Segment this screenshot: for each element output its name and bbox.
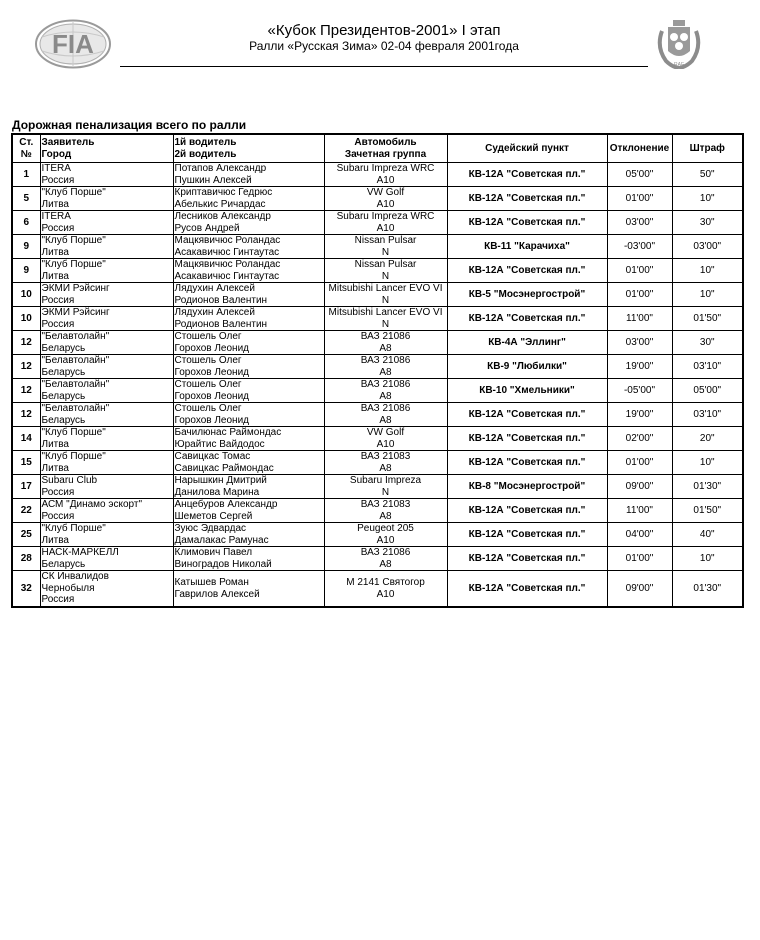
cell-penalty: 10" — [672, 451, 743, 475]
column-header-drivers: 1й водитель 2й водитель — [173, 134, 324, 163]
cell-entrant: "Белавтолайн" Беларусь — [40, 355, 173, 379]
cell-drivers: Нарышкин Дмитрий Данилова Марина — [173, 475, 324, 499]
cell-penalty: 03'00" — [672, 235, 743, 259]
cell-drivers: Лесников Александр Русов Андрей — [173, 211, 324, 235]
cell-drivers: Лядухин Алексей Родионов Валентин — [173, 307, 324, 331]
cell-deviation: 02'00" — [607, 427, 672, 451]
cell-pos: 10 — [12, 307, 40, 331]
cell-drivers: Лядухин Алексей Родионов Валентин — [173, 283, 324, 307]
cell-car: ВАЗ 21086 A8 — [324, 379, 447, 403]
raf-emblem-icon — [654, 17, 704, 69]
cell-deviation: 01'00" — [607, 451, 672, 475]
cell-pos: 9 — [12, 259, 40, 283]
cell-pos: 10 — [12, 283, 40, 307]
cell-drivers: Савицкас Томас Савицкас Раймондас — [173, 451, 324, 475]
cell-entrant: Subaru Club Россия — [40, 475, 173, 499]
cell-drivers: Зуюс Эдвардас Дамалакас Рамунас — [173, 523, 324, 547]
cell-pos: 14 — [12, 427, 40, 451]
cell-checkpoint: КВ-12А "Советская пл." — [447, 163, 607, 187]
table-row — [12, 283, 743, 307]
svg-text:FIA: FIA — [52, 29, 94, 59]
cell-checkpoint: КВ-9 "Любилки" — [447, 355, 607, 379]
column-header-car: Автомобиль Зачетная группа — [324, 134, 447, 163]
cell-checkpoint: КВ-12А "Советская пл." — [447, 523, 607, 547]
cell-drivers: Криптавичюс Гедрюс Абелькис Ричардас — [173, 187, 324, 211]
cell-car: Nissan Pulsar N — [324, 259, 447, 283]
cell-deviation: 03'00" — [607, 331, 672, 355]
cell-checkpoint: КВ-12А "Советская пл." — [447, 547, 607, 571]
cell-deviation: 11'00" — [607, 307, 672, 331]
cell-penalty: 03'10" — [672, 403, 743, 427]
cell-car: Subaru Impreza N — [324, 475, 447, 499]
cell-penalty: 30" — [672, 331, 743, 355]
cell-penalty: 03'10" — [672, 355, 743, 379]
cell-pos: 28 — [12, 547, 40, 571]
cell-checkpoint: КВ-12А "Советская пл." — [447, 451, 607, 475]
table-row — [12, 187, 743, 211]
cell-car: М 2141 Святогор A10 — [324, 571, 447, 608]
cell-deviation: 19'00" — [607, 355, 672, 379]
cell-drivers: Стошель Олег Горохов Леонид — [173, 331, 324, 355]
cell-checkpoint: КВ-12А "Советская пл." — [447, 499, 607, 523]
table-row — [12, 475, 743, 499]
cell-pos: 12 — [12, 403, 40, 427]
cell-deviation: 11'00" — [607, 499, 672, 523]
cell-deviation: 09'00" — [607, 475, 672, 499]
cell-car: ВАЗ 21086 A8 — [324, 403, 447, 427]
table-row — [12, 403, 743, 427]
table-row — [12, 355, 743, 379]
cell-entrant: "Клуб Порше" Литва — [40, 259, 173, 283]
cell-pos: 17 — [12, 475, 40, 499]
cell-checkpoint: КВ-8 "Мосэнергострой" — [447, 475, 607, 499]
table-row — [12, 211, 743, 235]
cell-checkpoint: КВ-12А "Советская пл." — [447, 403, 607, 427]
cell-entrant: "Белавтолайн" Беларусь — [40, 331, 173, 355]
cell-drivers: Мацкявичюс Роландас Асакавичюс Гинтаутас — [173, 235, 324, 259]
cell-deviation: -03'00" — [607, 235, 672, 259]
cell-pos: 15 — [12, 451, 40, 475]
cell-car: Subaru Impreza WRC A10 — [324, 211, 447, 235]
cell-drivers: Климович Павел Виноградов Николай — [173, 547, 324, 571]
cell-car: Subaru Impreza WRC A10 — [324, 163, 447, 187]
table-row — [12, 235, 743, 259]
cell-drivers: Анцебуров Александр Шеметов Сергей — [173, 499, 324, 523]
cell-pos: 12 — [12, 379, 40, 403]
cell-checkpoint: КВ-11 "Карачиха" — [447, 235, 607, 259]
table-row — [12, 547, 743, 571]
cell-drivers: Бачилюнас Раймондас Юрайтис Вайдодос — [173, 427, 324, 451]
cell-pos: 1 — [12, 163, 40, 187]
page-header — [0, 0, 760, 80]
cell-checkpoint: КВ-12А "Советская пл." — [447, 571, 607, 608]
cell-penalty: 20" — [672, 427, 743, 451]
cell-entrant: НАСК-МАРКЕЛЛ Беларусь — [40, 547, 173, 571]
cell-penalty: 10" — [672, 187, 743, 211]
cell-penalty: 01'50" — [672, 499, 743, 523]
cell-entrant: ITERA Россия — [40, 211, 173, 235]
document-title: «Кубок Президентов-2001» I этап — [267, 22, 501, 39]
table-row — [12, 451, 743, 475]
table-body — [12, 163, 743, 608]
table-row — [12, 427, 743, 451]
cell-checkpoint: КВ-12А "Советская пл." — [447, 307, 607, 331]
cell-car: Mitsubishi Lancer EVO VI N — [324, 307, 447, 331]
cell-checkpoint: КВ-10 "Хмельники" — [447, 379, 607, 403]
cell-deviation: 19'00" — [607, 403, 672, 427]
svg-text:RAF: RAF — [674, 62, 684, 68]
cell-penalty: 05'00" — [672, 379, 743, 403]
cell-drivers: Потапов Александр Пушкин Алексей — [173, 163, 324, 187]
cell-car: VW Golf A10 — [324, 187, 447, 211]
cell-deviation: -05'00" — [607, 379, 672, 403]
cell-pos: 9 — [12, 235, 40, 259]
fia-logo-icon — [34, 19, 112, 69]
table-row — [12, 499, 743, 523]
cell-car: VW Golf A10 — [324, 427, 447, 451]
cell-entrant: СК Инвалидов Чернобыля Россия — [40, 571, 173, 608]
table-row — [12, 307, 743, 331]
cell-entrant: "Клуб Порше" Литва — [40, 451, 173, 475]
cell-car: ВАЗ 21086 A8 — [324, 547, 447, 571]
cell-drivers: Стошель Олег Горохов Леонид — [173, 355, 324, 379]
cell-checkpoint: КВ-5 "Мосэнергострой" — [447, 283, 607, 307]
table-row — [12, 523, 743, 547]
cell-pos: 22 — [12, 499, 40, 523]
cell-pos: 32 — [12, 571, 40, 608]
table-row — [12, 259, 743, 283]
cell-car: ВАЗ 21086 A8 — [324, 355, 447, 379]
cell-pos: 25 — [12, 523, 40, 547]
cell-penalty: 30" — [672, 211, 743, 235]
cell-deviation: 01'00" — [607, 187, 672, 211]
cell-deviation: 03'00" — [607, 211, 672, 235]
cell-penalty: 01'30" — [672, 571, 743, 608]
cell-penalty: 40" — [672, 523, 743, 547]
cell-deviation: 09'00" — [607, 571, 672, 608]
cell-deviation: 04'00" — [607, 523, 672, 547]
cell-pos: 12 — [12, 331, 40, 355]
cell-penalty: 10" — [672, 283, 743, 307]
cell-entrant: "Белавтолайн" Беларусь — [40, 403, 173, 427]
cell-penalty: 01'50" — [672, 307, 743, 331]
cell-deviation: 01'00" — [607, 283, 672, 307]
table-row — [12, 163, 743, 187]
cell-checkpoint: КВ-12А "Советская пл." — [447, 427, 607, 451]
cell-pos: 5 — [12, 187, 40, 211]
table-row — [12, 379, 743, 403]
cell-deviation: 01'00" — [607, 259, 672, 283]
cell-penalty: 10" — [672, 547, 743, 571]
cell-checkpoint: КВ-12А "Советская пл." — [447, 259, 607, 283]
table-row — [12, 571, 743, 608]
cell-entrant: ЭКМИ Рэйсинг Россия — [40, 307, 173, 331]
cell-drivers: Катышев Роман Гаврилов Алексей — [173, 571, 324, 608]
cell-car: Nissan Pulsar N — [324, 235, 447, 259]
cell-car: Peugeot 205 A10 — [324, 523, 447, 547]
cell-checkpoint: КВ-4А "Эллинг" — [447, 331, 607, 355]
cell-entrant: "Клуб Порше" Литва — [40, 427, 173, 451]
column-header-pos: Ст. № — [12, 134, 40, 163]
cell-penalty: 01'30" — [672, 475, 743, 499]
cell-drivers: Стошель Олег Горохов Леонид — [173, 379, 324, 403]
document-subtitle: Ралли «Русская Зима» 02-04 февраля 2001года — [249, 39, 519, 53]
column-header-checkpoint: Судейский пункт — [447, 134, 607, 163]
table-row — [12, 331, 743, 355]
column-header-entrant: Заявитель Город — [40, 134, 173, 163]
cell-car: ВАЗ 21086 A8 — [324, 331, 447, 355]
cell-car: ВАЗ 21083 A8 — [324, 499, 447, 523]
penalty-table — [11, 133, 744, 608]
cell-entrant: ЭКМИ Рэйсинг Россия — [40, 283, 173, 307]
cell-entrant: "Клуб Порше" Литва — [40, 523, 173, 547]
cell-entrant: "Клуб Порше" Литва — [40, 187, 173, 211]
section-title: Дорожная пенализация всего по ралли — [12, 118, 247, 132]
cell-penalty: 10" — [672, 259, 743, 283]
cell-pos: 6 — [12, 211, 40, 235]
cell-entrant: "Белавтолайн" Беларусь — [40, 379, 173, 403]
table-header-row — [12, 134, 743, 163]
cell-entrant: ITERA Россия — [40, 163, 173, 187]
column-header-deviation: Отклонение — [607, 134, 672, 163]
cell-drivers: Стошель Олег Горохов Леонид — [173, 403, 324, 427]
cell-car: ВАЗ 21083 A8 — [324, 451, 447, 475]
column-header-penalty: Штраф — [672, 134, 743, 163]
cell-drivers: Мацкявичюс Роландас Асакавичюс Гинтаутас — [173, 259, 324, 283]
cell-deviation: 05'00" — [607, 163, 672, 187]
cell-penalty: 50" — [672, 163, 743, 187]
cell-checkpoint: КВ-12А "Советская пл." — [447, 187, 607, 211]
cell-pos: 12 — [12, 355, 40, 379]
cell-entrant: АСМ "Динамо эскорт" Россия — [40, 499, 173, 523]
cell-deviation: 01'00" — [607, 547, 672, 571]
cell-car: Mitsubishi Lancer EVO VI N — [324, 283, 447, 307]
cell-entrant: "Клуб Порше" Литва — [40, 235, 173, 259]
header-divider — [120, 66, 648, 67]
cell-checkpoint: КВ-12А "Советская пл." — [447, 211, 607, 235]
